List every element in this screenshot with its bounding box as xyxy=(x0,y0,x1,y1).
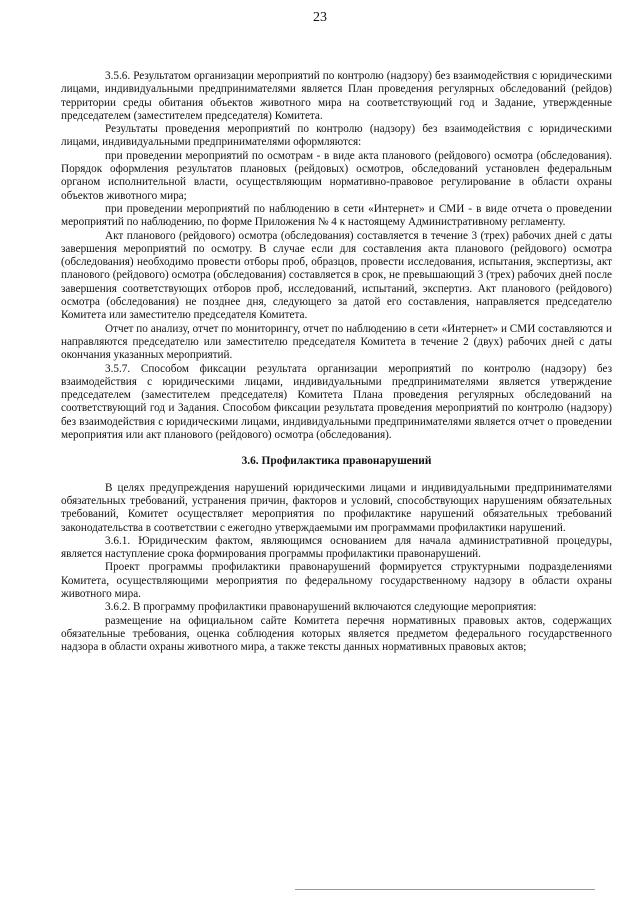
paragraph-3-5-6: 3.5.6. Результатом организации мероприятий по контролю (надзору) без взаимодействия с юридическими лицами, индивидуальными предпринимателями является План проведения регулярных обследований (рейдов) территории среды обитания объектов животного мира на соответствующий год и Задание, утвержденные председателем (заместителем председателя) Комитета. xyxy=(61,70,612,122)
paragraph-internet-monitoring-results: при проведении мероприятий по наблюдению в сети «Интернет» и СМИ - в виде отчета о проведении мероприятий по наблюдению, по форме Приложения № 4 к настоящему Административному регламенту. xyxy=(61,202,612,229)
paragraph-inspection-results: при проведении мероприятий по осмотрам - в виде акта планового (рейдового) осмотра (обследования). Порядок оформления результатов плановых (рейдовых) осмотров, обследований установлен федеральным органом исполнительной власти, осуществляющим нормативно-правовое регулирование в области охраны объектов животного мира; xyxy=(61,149,612,202)
document-body xyxy=(61,70,612,654)
paragraph-3-5-7: 3.5.7. Способом фиксации результата организации мероприятий по контролю (надзору) без взаимодействия с юридическими лицами, индивидуальными предпринимателями является утверждение председателем (заместителем председателя) Комитета Плана проведения регулярных обследований на соответствующий год и Задания. Способом фиксации результата проведения мероприятий по контролю (надзору) без взаимодействия с юридическими лицами, индивидуальными предпринимателями является отчет о проведении мероприятия или акт планового (рейдового) осмотра (обследования). xyxy=(61,362,612,442)
paragraph-program-draft: Проект программы профилактики правонарушений формируется структурными подразделениями Комитета, осуществляющими мероприятия по федеральному государственному надзору в области охраны животного мира. xyxy=(61,561,612,600)
paragraph-3-6-1: 3.6.1. Юридическим фактом, являющимся основанием для начала административной процедуры, является наступление срока формирования программы профилактики правонарушений. xyxy=(61,534,612,561)
paragraph-inspection-act: Акт планового (рейдового) осмотра (обследования) составляется в течение 3 (трех) рабочих дней с даты завершения мероприятий по осмотру. В случае если для составления акта планового (рейдового) осмотра (обследования) необходимо провести отборы проб, образцов, провести исследования, испытания, экспертизы, акт планового (рейдового) осмотра (обследования) составляется в срок, не превышающий 3 (трех) рабочих дней после завершения соответствующих отборов проб, исследований, испытаний, экспертиз. Акт планового (рейдового) осмотра (обследования) не позднее дня, следующего за датой его составления, направляется председателю Комитета или заместителю председателя Комитета. xyxy=(61,229,612,322)
paragraph-reports: Отчет по анализу, отчет по мониторингу, отчет по наблюдению в сети «Интернет» и СМИ составляются и направляются председателю или заместителю председателя Комитета в течение 2 (двух) рабочих дней с даты окончания указанных мероприятий. xyxy=(61,322,612,362)
paragraph-results-intro: Результаты проведения мероприятий по контролю (надзору) без взаимодействия с юридическими лицами, индивидуальными предпринимателями оформляются: xyxy=(61,123,612,149)
section-heading-3-6: 3.6. Профилактика правонарушений xyxy=(241,455,432,468)
page-number: 23 xyxy=(313,10,327,25)
scan-edge-line xyxy=(295,889,595,890)
paragraph-program-measure-1: размещение на официальном сайте Комитета перечня нормативных правовых актов, содержащих обязательные требования, оценка соблюдения которых является предметом федерального государственного надзора в области охраны животного мира, а также тексты данных нормативных правовых актов; xyxy=(61,614,612,654)
paragraph-3-6-2: 3.6.2. В программу профилактики правонарушений включаются следующие мероприятия: xyxy=(105,601,537,614)
paragraph-prevention-intro: В целях предупреждения нарушений юридическими лицами и индивидуальными предпринимателями обязательных требований, устранения причин, факторов и условий, способствующих нарушениям обязательных требований, Комитет осуществляет мероприятия по профилактике нарушений обязательных требований законодательства в соответствии с ежегодно утверждаемыми им программами профилактики нарушений. xyxy=(61,481,612,534)
